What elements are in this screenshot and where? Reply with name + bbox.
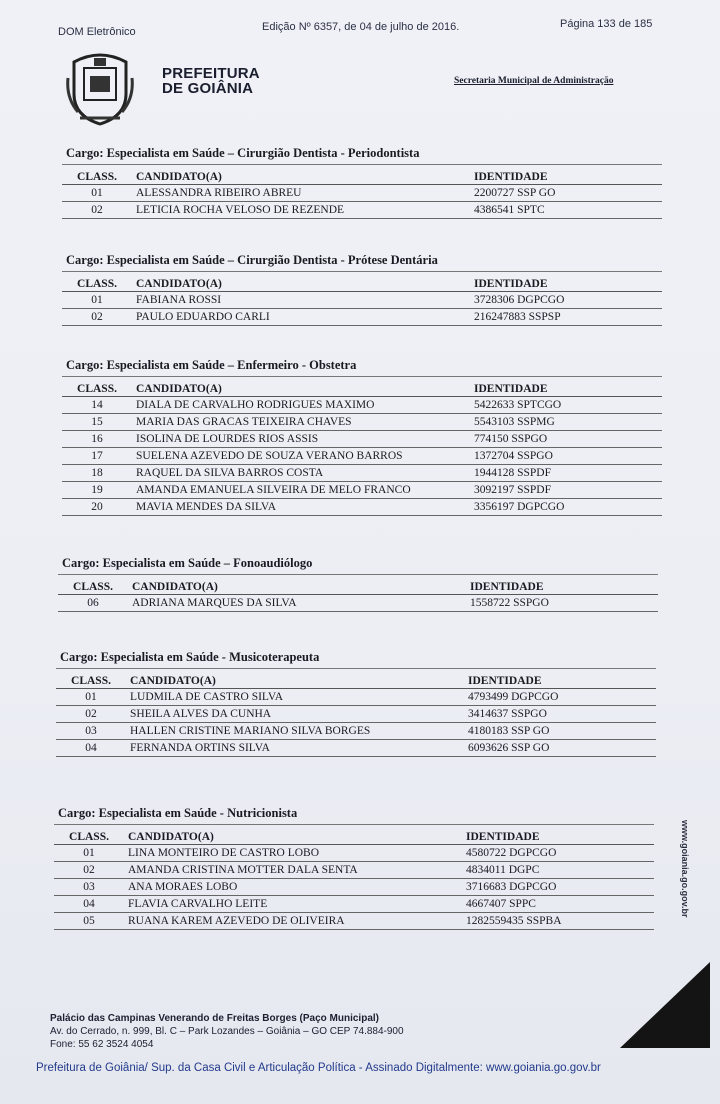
cell-identity: 4580722 DGPCGO — [462, 845, 654, 862]
department-name: Secretaria Municipal de Administração — [454, 76, 614, 86]
cell-identity: 1558722 SSPGO — [466, 595, 658, 612]
page-number: Página 133 de 185 — [560, 18, 653, 30]
cell-candidate-name: HALLEN CRISTINE MARIANO SILVA BORGES — [126, 723, 464, 740]
cell-class: 03 — [56, 723, 126, 740]
results-table — [62, 276, 662, 326]
header-class: CLASS. — [62, 276, 132, 292]
cell-class: 01 — [62, 292, 132, 309]
cell-candidate-name: RAQUEL DA SILVA BARROS COSTA — [132, 465, 470, 482]
table-row — [56, 689, 656, 706]
cell-identity: 774150 SSPGO — [470, 431, 662, 448]
result-section — [54, 804, 654, 930]
cell-candidate-name: FERNANDA ORTINS SILVA — [126, 740, 464, 757]
table-row — [62, 292, 662, 309]
cell-class: 18 — [62, 465, 132, 482]
side-url: www.goiania.go.gov.br — [680, 820, 690, 918]
table-row — [62, 499, 662, 516]
cell-class: 02 — [62, 309, 132, 326]
header-identity: IDENTIDADE — [464, 673, 656, 689]
results-table — [58, 579, 658, 612]
table-row — [62, 448, 662, 465]
table-row — [58, 595, 658, 612]
table-row — [62, 185, 662, 202]
cell-identity: 4834011 DGPC — [462, 862, 654, 879]
header-class: CLASS. — [62, 381, 132, 397]
cell-candidate-name: ALESSANDRA RIBEIRO ABREU — [132, 185, 470, 202]
footer-line2: Av. do Cerrado, n. 999, Bl. C – Park Lozandes – Goiânia – GO CEP 74.884-900 — [50, 1026, 404, 1037]
cell-class: 16 — [62, 431, 132, 448]
result-section — [62, 251, 662, 326]
cell-candidate-name: SUELENA AZEVEDO DE SOUZA VERANO BARROS — [132, 448, 470, 465]
cell-class: 05 — [54, 913, 124, 930]
cell-identity: 5422633 SPTCGO — [470, 397, 662, 414]
cell-candidate-name: LINA MONTEIRO DE CASTRO LOBO — [124, 845, 462, 862]
cell-identity: 1372704 SSPGO — [470, 448, 662, 465]
section-title: Cargo: Especialista em Saúde – Enfermeiro - Obstetra — [66, 358, 357, 372]
cell-identity: 6093626 SSP GO — [464, 740, 656, 757]
section-divider — [62, 164, 662, 165]
results-table — [56, 673, 656, 757]
cell-candidate-name: RUANA KAREM AZEVEDO DE OLIVEIRA — [124, 913, 462, 930]
header-candidate: CANDIDATO(A) — [124, 829, 462, 845]
cell-identity: 4386541 SPTC — [470, 202, 662, 219]
result-section — [58, 554, 658, 612]
cell-class: 02 — [56, 706, 126, 723]
footer-address — [50, 1012, 404, 1051]
cell-class: 02 — [54, 862, 124, 879]
header-class: CLASS. — [58, 579, 128, 595]
table-row — [56, 723, 656, 740]
section-title: Cargo: Especialista em Saúde – Cirurgião Dentista - Prótese Dentária — [66, 253, 438, 267]
table-row — [62, 465, 662, 482]
table-row — [56, 706, 656, 723]
section-title: Cargo: Especialista em Saúde - Musicoterapeuta — [60, 650, 320, 664]
cell-identity: 1944128 SSPDF — [470, 465, 662, 482]
table-header-row — [62, 169, 662, 185]
org-name-line2: DE GOIÂNIA — [162, 80, 254, 97]
result-section — [62, 356, 662, 516]
header-identity: IDENTIDADE — [470, 276, 662, 292]
header-class: CLASS. — [62, 169, 132, 185]
section-divider — [54, 824, 654, 825]
cell-identity: 3092197 SSPDF — [470, 482, 662, 499]
section-divider — [58, 574, 658, 575]
cell-class: 04 — [56, 740, 126, 757]
table-header-row — [62, 381, 662, 397]
cell-candidate-name: PAULO EDUARDO CARLI — [132, 309, 470, 326]
table-header-row — [54, 829, 654, 845]
header-candidate: CANDIDATO(A) — [132, 169, 470, 185]
corner-triangle-icon — [620, 962, 710, 1048]
table-row — [62, 431, 662, 448]
org-name-line1: PREFEITURA — [162, 65, 260, 82]
cell-candidate-name: MAVIA MENDES DA SILVA — [132, 499, 470, 516]
cell-identity: 3414637 SSPGO — [464, 706, 656, 723]
header-identity: IDENTIDADE — [470, 381, 662, 397]
cell-candidate-name: SHEILA ALVES DA CUNHA — [126, 706, 464, 723]
cell-candidate-name: FLAVIA CARVALHO LEITE — [124, 896, 462, 913]
result-section — [62, 144, 662, 219]
cell-identity: 3356197 DGPCGO — [470, 499, 662, 516]
cell-class: 01 — [54, 845, 124, 862]
cell-class: 17 — [62, 448, 132, 465]
cell-class: 14 — [62, 397, 132, 414]
header-class: CLASS. — [56, 673, 126, 689]
cell-identity: 5543103 SSPMG — [470, 414, 662, 431]
cell-candidate-name: MARIA DAS GRACAS TEIXEIRA CHAVES — [132, 414, 470, 431]
table-row — [56, 740, 656, 757]
section-divider — [56, 668, 656, 669]
header-identity: IDENTIDADE — [466, 579, 658, 595]
result-section — [56, 648, 656, 757]
cell-class: 04 — [54, 896, 124, 913]
table-row — [54, 913, 654, 930]
section-divider — [62, 376, 662, 377]
city-crest-icon — [66, 48, 134, 126]
cell-candidate-name: FABIANA ROSSI — [132, 292, 470, 309]
cell-identity: 1282559435 SSPBA — [462, 913, 654, 930]
table-row — [54, 879, 654, 896]
cell-candidate-name: AMANDA CRISTINA MOTTER DALA SENTA — [124, 862, 462, 879]
org-name — [162, 66, 260, 96]
table-row — [62, 202, 662, 219]
bottom-banner: Prefeitura de Goiânia/ Sup. da Casa Civil e Articulação Política - Assinado Digitalmente: www.goiania.go.gov.br — [36, 1062, 601, 1074]
header-identity: IDENTIDADE — [462, 829, 654, 845]
table-row — [62, 482, 662, 499]
cell-identity: 4667407 SPPC — [462, 896, 654, 913]
table-row — [54, 896, 654, 913]
table-header-row — [62, 276, 662, 292]
table-row — [62, 397, 662, 414]
cell-class: 01 — [56, 689, 126, 706]
cell-candidate-name: DIALA DE CARVALHO RODRIGUES MAXIMO — [132, 397, 470, 414]
table-row — [54, 845, 654, 862]
results-table — [62, 169, 662, 219]
results-table — [62, 381, 662, 516]
table-header-row — [56, 673, 656, 689]
publication-name: DOM Eletrônico — [58, 26, 136, 38]
page-header — [0, 18, 720, 38]
section-divider — [62, 271, 662, 272]
cell-class: 15 — [62, 414, 132, 431]
section-title: Cargo: Especialista em Saúde – Cirurgião Dentista - Periodontista — [66, 146, 420, 160]
cell-identity: 4180183 SSP GO — [464, 723, 656, 740]
results-table — [54, 829, 654, 930]
cell-class: 03 — [54, 879, 124, 896]
cell-class: 19 — [62, 482, 132, 499]
cell-candidate-name: ISOLINA DE LOURDES RIOS ASSIS — [132, 431, 470, 448]
header-candidate: CANDIDATO(A) — [126, 673, 464, 689]
cell-identity: 216247883 SSPSP — [470, 309, 662, 326]
cell-candidate-name: AMANDA EMANUELA SILVEIRA DE MELO FRANCO — [132, 482, 470, 499]
cell-identity: 2200727 SSP GO — [470, 185, 662, 202]
cell-class: 06 — [58, 595, 128, 612]
cell-candidate-name: ADRIANA MARQUES DA SILVA — [128, 595, 466, 612]
header-identity: IDENTIDADE — [470, 169, 662, 185]
cell-class: 20 — [62, 499, 132, 516]
footer-line1: Palácio das Campinas Venerando de Freitas Borges (Paço Municipal) — [50, 1013, 379, 1024]
cell-candidate-name: LUDMILA DE CASTRO SILVA — [126, 689, 464, 706]
table-row — [54, 862, 654, 879]
cell-class: 02 — [62, 202, 132, 219]
header-candidate: CANDIDATO(A) — [128, 579, 466, 595]
cell-identity: 3728306 DGPCGO — [470, 292, 662, 309]
section-title: Cargo: Especialista em Saúde - Nutricionista — [58, 806, 298, 820]
section-title: Cargo: Especialista em Saúde – Fonoaudiólogo — [62, 556, 313, 570]
footer-line3: Fone: 55 62 3524 4054 — [50, 1039, 154, 1050]
table-header-row — [58, 579, 658, 595]
cell-candidate-name: ANA MORAES LOBO — [124, 879, 462, 896]
header-class: CLASS. — [54, 829, 124, 845]
edition-info: Edição Nº 6357, de 04 de julho de 2016. — [262, 21, 460, 33]
header-candidate: CANDIDATO(A) — [132, 276, 470, 292]
table-row — [62, 309, 662, 326]
cell-candidate-name: LETICIA ROCHA VELOSO DE REZENDE — [132, 202, 470, 219]
cell-identity: 3716683 DGPCGO — [462, 879, 654, 896]
table-row — [62, 414, 662, 431]
cell-class: 01 — [62, 185, 132, 202]
header-candidate: CANDIDATO(A) — [132, 381, 470, 397]
cell-identity: 4793499 DGPCGO — [464, 689, 656, 706]
